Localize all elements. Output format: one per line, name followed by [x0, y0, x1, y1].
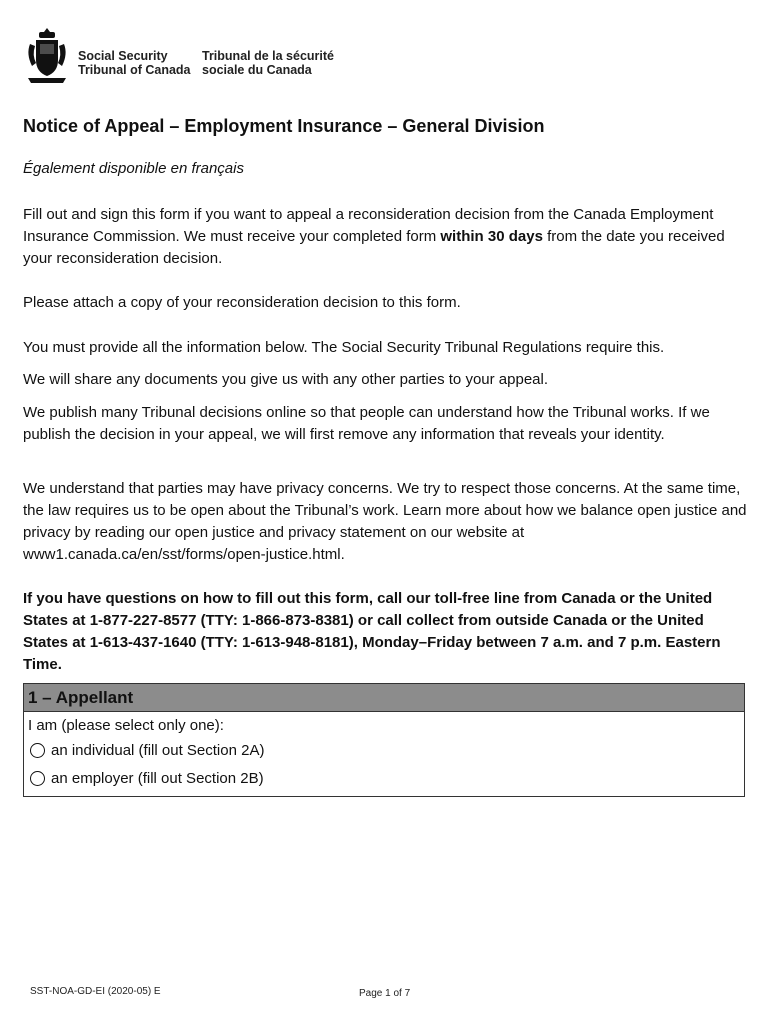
- appellant-prompt: I am (please select only one):: [28, 717, 224, 734]
- privacy-paragraph: We understand that parties may have privacy concerns. We try to respect those concerns. At the same time, the law requires us to be open about the Tribunal’s work. Learn more about how we balance open justice and privacy by reading our open justice and privacy statement on our website at www1.canada.ca/en/sst/forms/open-justice.html.: [23, 480, 747, 563]
- french-availability: Également disponible en français: [23, 160, 244, 177]
- org-name-english-line1: Social Security: [78, 49, 168, 63]
- intro-text-end: from the date you received your reconsideration decision.: [23, 228, 725, 267]
- attach-paragraph: Please attach a copy of your reconsideration decision to this form.: [23, 294, 461, 311]
- org-name-french-line1: Tribunal de la sécurité: [202, 49, 334, 63]
- questions-paragraph: If you have questions on how to fill out this form, call our toll-free line from Canada or the United States at 1-877-227-8577 (TTY: 1-866-873-8381) or call collect from outside Canada or the United States at 1-613-437-1640 (TTY: 1-613-948-8181), Monday–Friday between 7 a.m. and 7 p.m. Eastern Time.: [23, 590, 721, 673]
- employer-label: an employer (fill out Section 2B): [51, 769, 264, 787]
- individual-label: an individual (fill out Section 2A): [51, 741, 265, 759]
- coat-of-arms-logo: [22, 26, 72, 86]
- publish-paragraph: We publish many Tribunal decisions online so that people can understand how the Tribunal works. If we publish the decision in your appeal, we will first remove any information that reveals your identity.: [23, 404, 710, 443]
- option-employer[interactable]: [24, 764, 744, 792]
- org-name-french: [202, 49, 334, 77]
- org-name-french-line2: sociale du Canada: [202, 63, 312, 77]
- must-provide-paragraph: You must provide all the information below. The Social Security Tribunal Regulations require this.: [23, 339, 665, 356]
- intro-text-start: Fill out and sign this form if you want to appeal a reconsideration decision from the Canada Employment Insurance Commission. We must receive your completed form: [23, 206, 714, 245]
- form-code: SST-NOA-GD-EI (2020-05) E: [30, 986, 161, 997]
- individual-radio[interactable]: [30, 743, 45, 758]
- option-individual[interactable]: [24, 736, 744, 764]
- section-appellant: [23, 683, 745, 797]
- org-name-english: [78, 49, 191, 77]
- employer-radio[interactable]: [30, 771, 45, 786]
- share-paragraph: We will share any documents you give us with any other parties to your appeal.: [23, 371, 548, 388]
- section-appellant-heading: 1 – Appellant: [24, 684, 744, 712]
- intro-paragraph: [23, 204, 751, 270]
- page-number: Page 1 of 7: [359, 988, 411, 999]
- page-header: [22, 26, 422, 86]
- org-name-english-line2: Tribunal of Canada: [78, 63, 191, 77]
- page-title: Notice of Appeal – Employment Insurance – General Division: [23, 116, 545, 136]
- intro-deadline: within 30 days: [440, 228, 543, 245]
